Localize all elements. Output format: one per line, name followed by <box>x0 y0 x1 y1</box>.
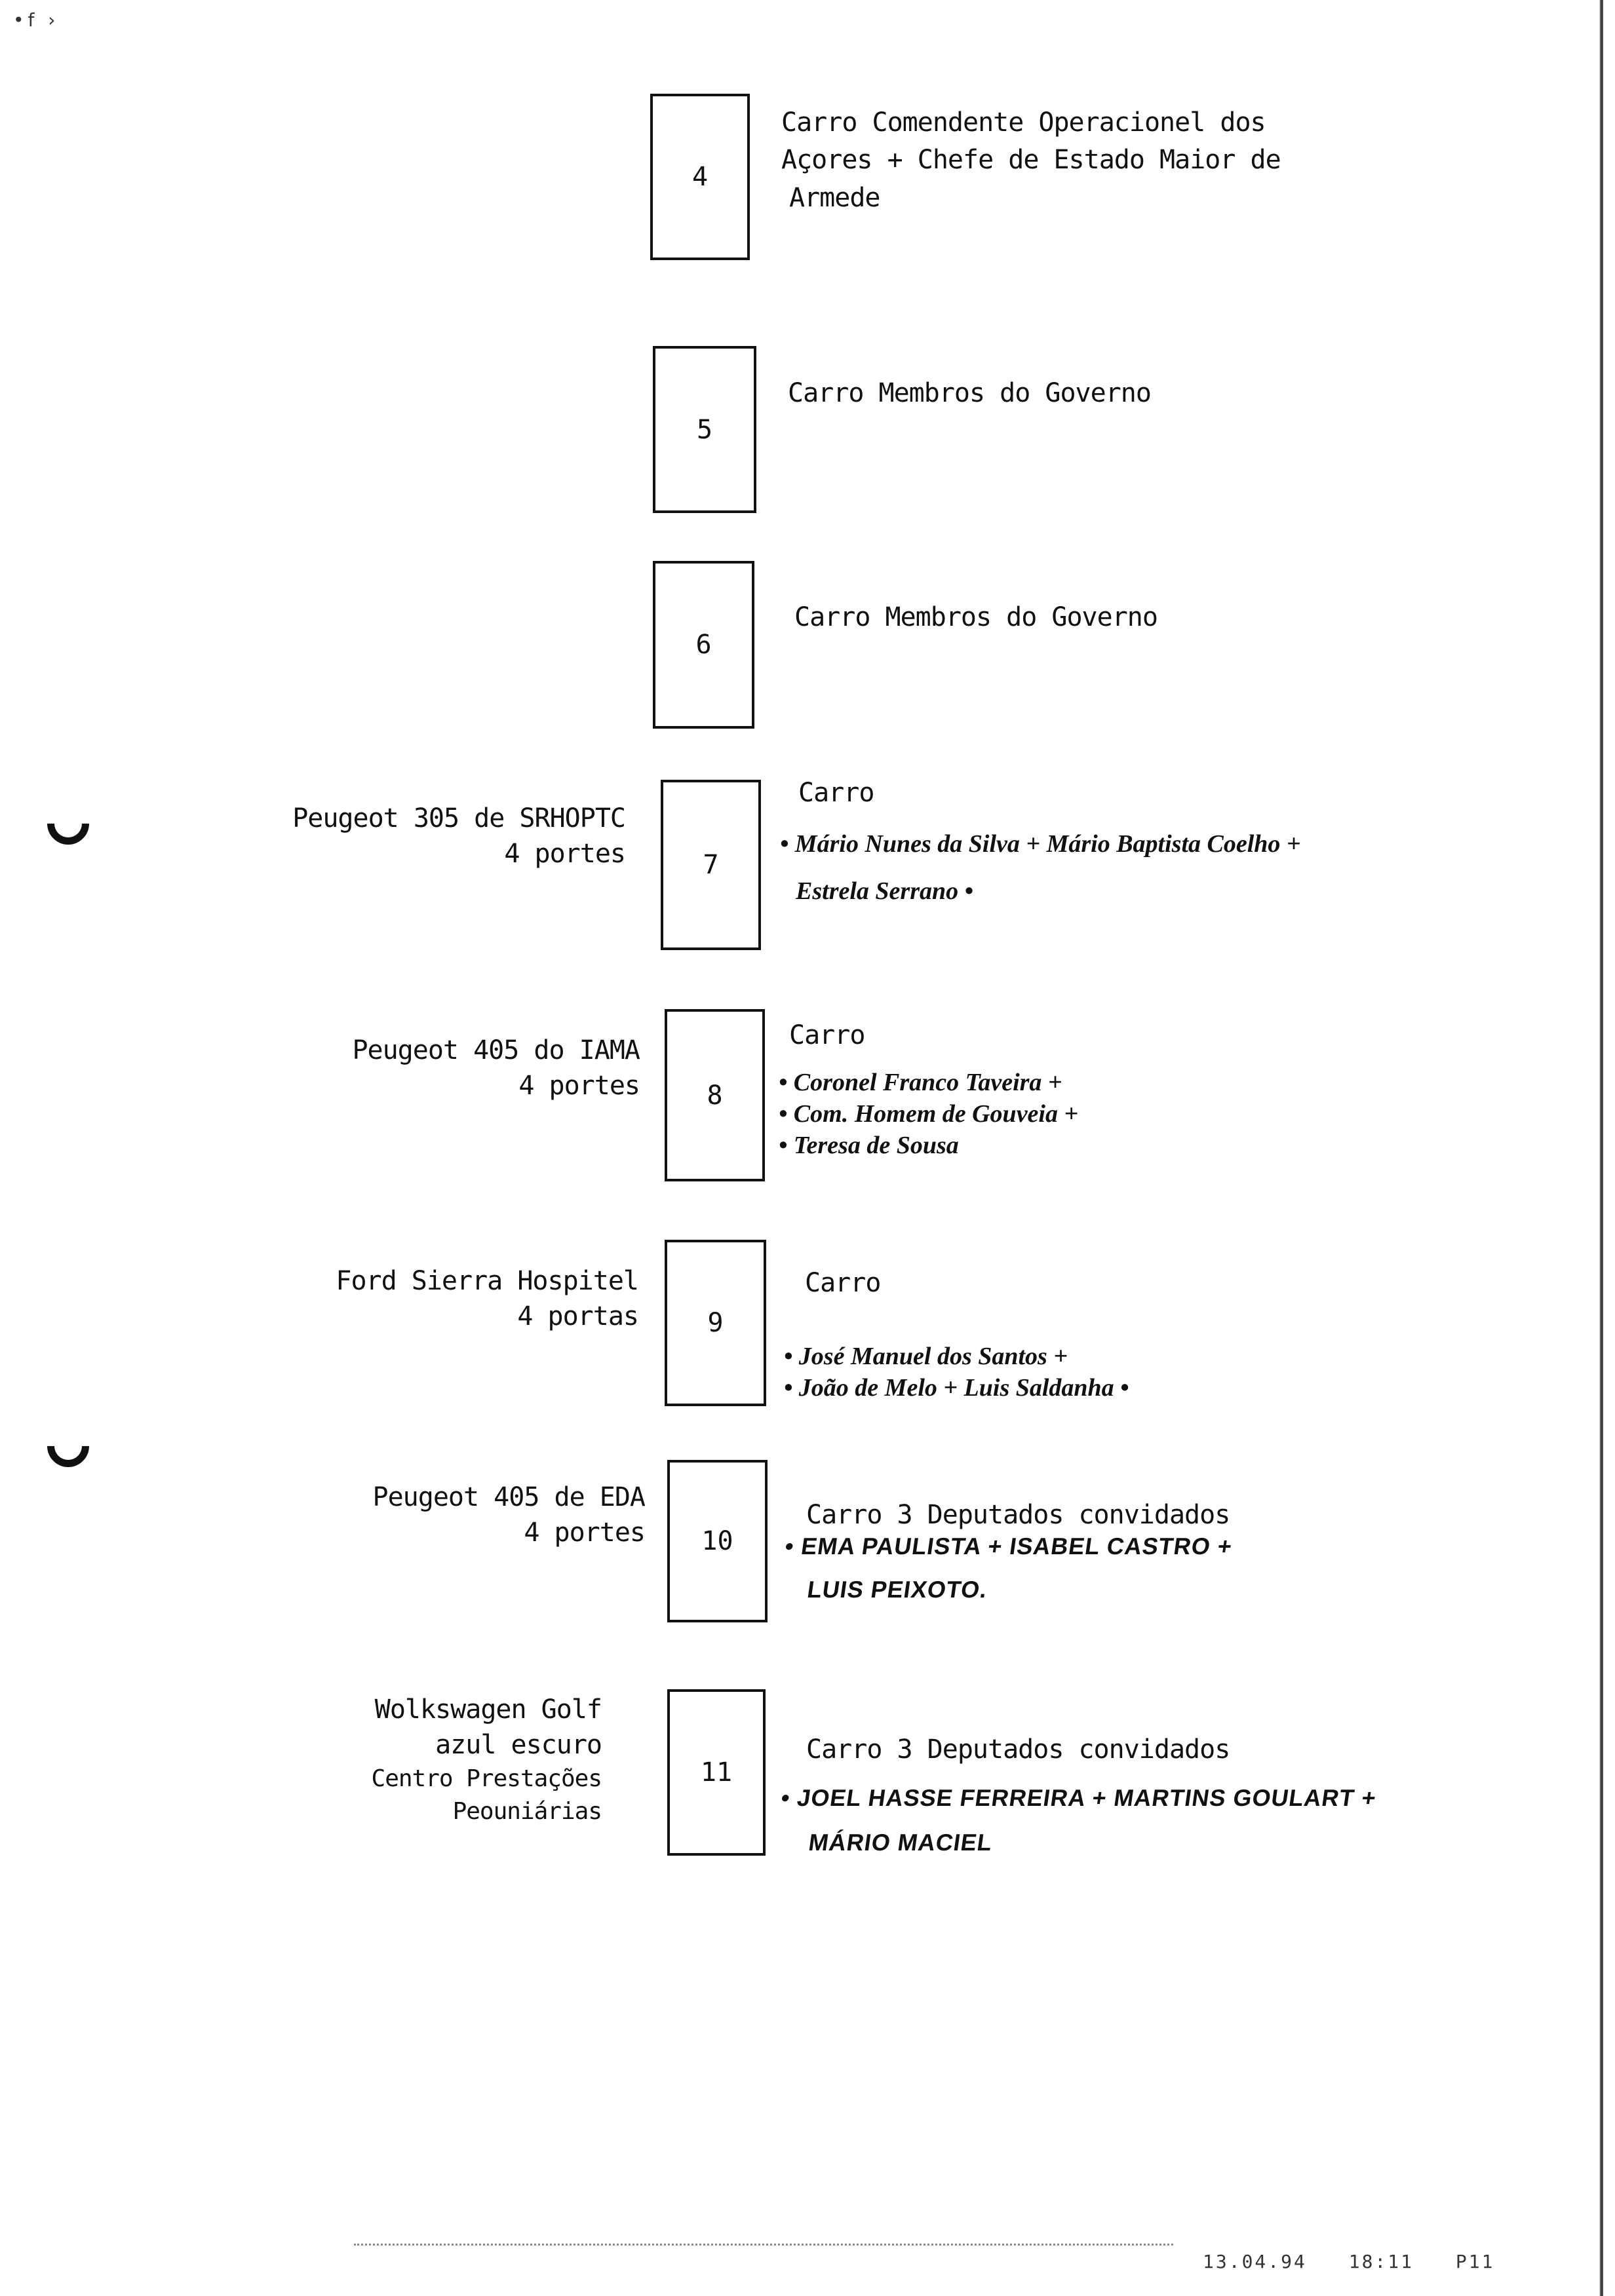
passenger-names: • João de Melo + Luis Saldanha • <box>784 1374 1129 1402</box>
vehicle-model: Peugeot 405 do IAMA <box>352 1035 640 1065</box>
car-slot-11 <box>667 1689 766 1856</box>
page-edge-shadow <box>1599 0 1603 2296</box>
vehicle-doors: 4 portas <box>517 1301 638 1331</box>
fax-date: 13.04.94 <box>1203 2251 1307 2272</box>
slot-number: 7 <box>703 850 719 880</box>
slot-number: 6 <box>695 630 712 660</box>
car-slot-10 <box>667 1460 768 1622</box>
car-slot-5 <box>653 346 756 513</box>
slot-number: 11 <box>700 1757 733 1788</box>
vehicle-model: Peugeot 305 de SRHOPTC <box>292 803 625 833</box>
vehicle-model: Ford Sierra Hospitel <box>336 1266 638 1296</box>
passenger-names: • Teresa de Sousa <box>779 1132 959 1159</box>
slot-line: Carro Membros do Governo <box>794 602 1158 632</box>
slot-line: Carro 3 Deputados convidados <box>806 1500 1230 1530</box>
vehicle-label <box>373 1480 645 1550</box>
car-slot-8 <box>665 1009 765 1181</box>
corner-mark: •f › <box>13 9 60 31</box>
handwritten-names: LUIS PEIXOTO. <box>806 1576 990 1603</box>
vehicle-label <box>372 1692 602 1828</box>
vehicle-doors: 4 portes <box>504 839 625 869</box>
slot-line: Carro Comendente Operacionel dos <box>781 107 1266 138</box>
passenger-names: • José Manuel dos Santos + <box>784 1343 1068 1370</box>
vehicle-model: Wolkswagen Golf <box>374 1694 602 1725</box>
slot-number: 5 <box>696 414 713 445</box>
handwritten-names: • EMA PAULISTA + ISABEL CASTRO + <box>783 1533 1234 1559</box>
slot-line: Carro <box>805 1268 881 1298</box>
slot-number: 4 <box>691 162 709 192</box>
passenger-names: • Mário Nunes da Silva + Mário Baptista Coelho + <box>780 830 1301 858</box>
slot-number: 10 <box>701 1526 733 1556</box>
passenger-names: • Com. Homem de Gouveia + <box>779 1100 1079 1128</box>
vehicle-doors: 4 portes <box>524 1518 645 1548</box>
vehicle-model: Peugeot 405 de EDA <box>372 1482 645 1512</box>
vehicle-doors: 4 portes <box>518 1071 640 1101</box>
car-slot-7 <box>661 780 761 950</box>
slot-number: 9 <box>707 1308 724 1338</box>
fax-page: P11 <box>1455 2251 1495 2272</box>
vehicle-label <box>352 1033 640 1103</box>
fax-scan-line <box>354 2244 1173 2246</box>
handwritten-names: • JOEL HASSE FERREIRA + MARTINS GOULART + <box>779 1784 1378 1811</box>
car-slot-9 <box>665 1240 766 1406</box>
vehicle-color: azul escuro <box>435 1730 602 1760</box>
passenger-names: • Coronel Franco Taveira + <box>779 1069 1062 1096</box>
fax-footer <box>1203 2251 1523 2272</box>
vehicle-label <box>336 1263 638 1334</box>
punch-hole-mark <box>39 1417 98 1476</box>
slot-number: 8 <box>707 1080 723 1111</box>
slot-line: Carro Membros do Governo <box>788 378 1151 408</box>
vehicle-owner: Peouniárias <box>452 1798 602 1825</box>
punch-hole-mark <box>39 794 98 854</box>
slot-line: Carro <box>798 778 874 808</box>
slot-line: Carro <box>789 1020 865 1050</box>
car-slot-4 <box>650 94 750 260</box>
car-slot-6 <box>653 561 754 729</box>
fax-time: 18:11 <box>1348 2251 1414 2272</box>
handwritten-names: MÁRIO MACIEL <box>807 1829 994 1856</box>
vehicle-label <box>292 801 625 871</box>
passenger-names: Estrela Serrano • <box>796 877 973 905</box>
slot-line: Carro 3 Deputados convidados <box>806 1734 1230 1765</box>
slot-line: Armede <box>789 183 880 213</box>
vehicle-owner: Centro Prestações <box>371 1765 602 1792</box>
slot-line: Açores + Chefe de Estado Maior de <box>781 145 1281 175</box>
